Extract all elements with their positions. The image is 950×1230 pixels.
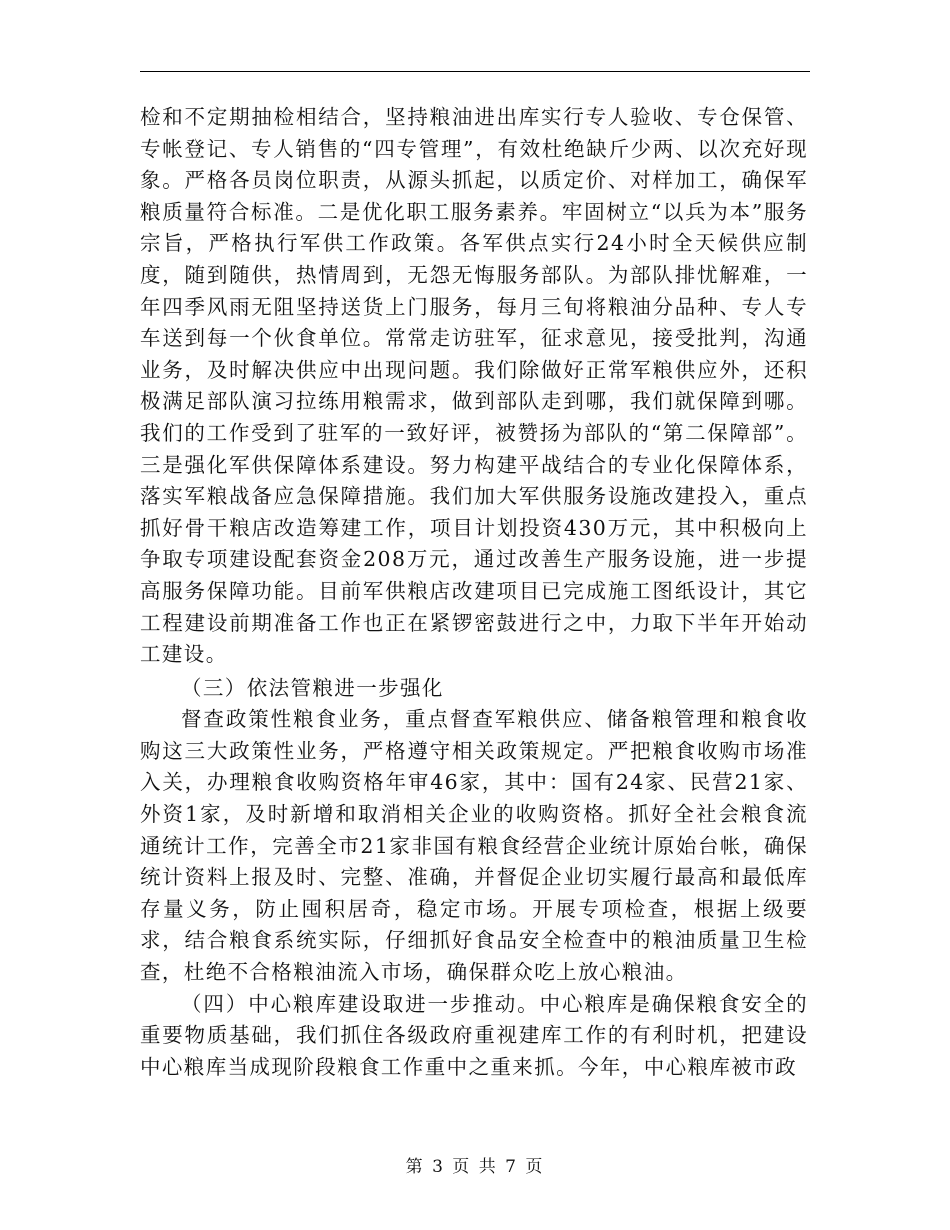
paragraph-continuation: 检和不定期抽检相结合，坚持粮油进出库实行专人验收、专仓保管、专帐登记、专人销售的“四专管理”，有效杜绝缺斤少两、以次充好现象。严格各员岗位职责，从源头抓起，以质定价、对样加工，确保军粮质量符合标准。二是优化职工服务素养。牢固树立“以兵为本”服务宗旨，严格执行军供工作政策。各军供点实行24小时全天候供应制度，随到随供，热情周到，无怨无悔服务部队。为部队排忧解难，一年四季风雨无阻坚持送货上门服务，每月三旬将粮油分品种、专人专车送到每一个伙食单位。常常走访驻军，征求意见，接受批判，沟通业务，及时解决供应中出现问题。我们除做好正常军粮供应外，还积极满足部队演习拉练用粮需求，做到部队走到哪，我们就保障到哪。我们的工作受到了驻军的一致好评，被赞扬为部队的“第二保障部”。三是强化军供保障体系建设。努力构建平战结合的专业化保障体系，落实军粮战备应急保障措施。我们加大军供服务设施改建投入，重点抓好骨干粮店改造筹建工作，项目计划投资430万元，其中积极向上争取专项建设配套资金208万元，通过改善生产服务设施，进一步提高服务保障功能。目前军供粮店改建项目已完成施工图纸设计，其它工程建设前期准备工作也正在紧锣密鼓进行之中，力取下半年开始动工建设。 [140,105,808,667]
document-body [140,102,808,1083]
paragraph-central-grain-depot: （四）中心粮库建设取进一步推动。中心粮库是确保粮食安全的重要物质基础，我们抓住各级政府重视建库工作的有利时机，把建设中心粮库当成现阶段粮食工作重中之重来抓。今年，中心粮库被市政 [140,991,808,1079]
header-rule [140,71,810,72]
section-heading-three: （三）依法管粮进一步强化 [181,675,444,700]
page-footer: 第 3 页 共 7 页 [405,1157,545,1177]
paragraph-law-grain-management: 督查政策性粮食业务，重点督查军粮供应、储备粮管理和粮食收购这三大政策性业务，严格遵守相关政策规定。严把粮食收购市场准入关，办理粮食收购资格年审46家，其中：国有24家、民营21家、外资1家，及时新增和取消相关企业的收购资格。抓好全社会粮食流通统计工作，完善全市21家非国有粮食经营企业统计原始台帐，确保统计资料上报及时、完整、准确，并督促企业切实履行最高和最低库存量义务，防止囤积居奇，稳定市场。开展专项检查，根据上级要求，结合粮食系统实际，仔细抓好食品安全检查中的粮油质量卫生检查，杜绝不合格粮油流入市场，确保群众吃上放心粮油。 [140,707,808,985]
